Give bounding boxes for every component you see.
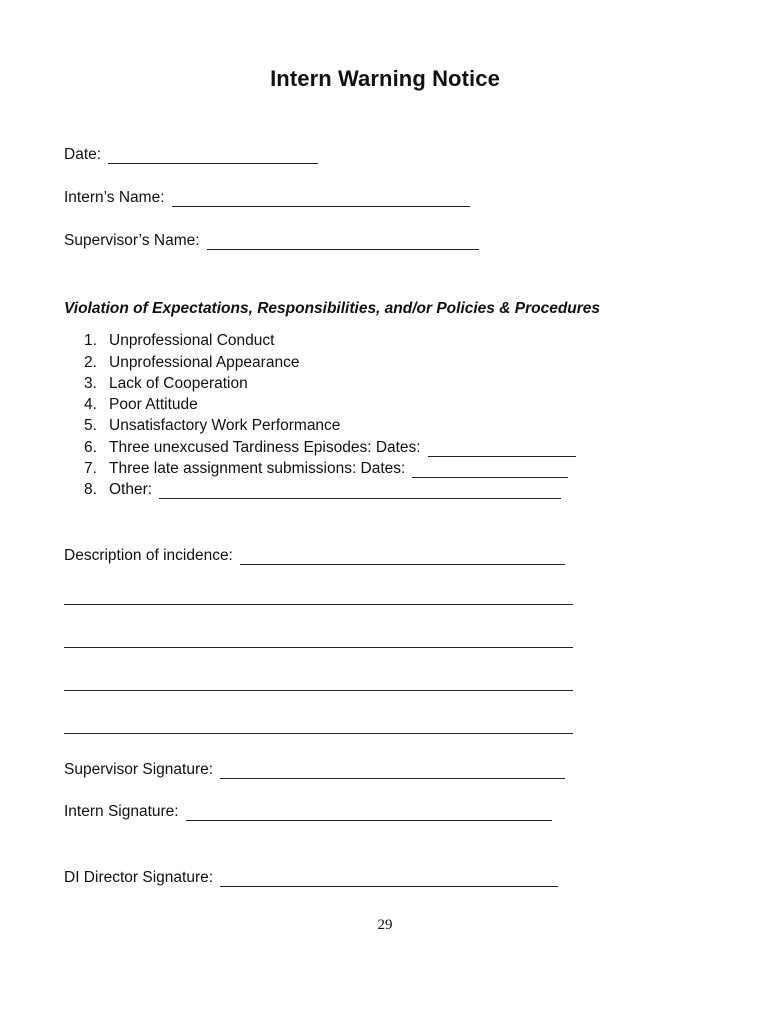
violation-item[interactable]	[84, 435, 576, 456]
list-number: 4.	[84, 396, 97, 414]
list-number: 6.	[84, 438, 97, 456]
date-field[interactable]	[108, 145, 318, 164]
description-field[interactable]	[240, 546, 565, 565]
description-line[interactable]	[64, 690, 573, 691]
intern-name-row	[64, 183, 470, 207]
late-submission-dates-field[interactable]	[412, 459, 568, 478]
violation-item[interactable]	[84, 414, 576, 435]
list-number: 7.	[84, 460, 97, 478]
violation-item[interactable]	[84, 478, 576, 499]
violation-item[interactable]	[84, 393, 576, 414]
description-line[interactable]	[64, 733, 573, 734]
description-line[interactable]	[64, 604, 573, 605]
description-row	[64, 541, 565, 565]
violation-item[interactable]	[84, 350, 576, 371]
violations-heading: Violation of Expectations, Responsibilities, and/or Policies & Procedures	[64, 300, 601, 317]
intern-signature-row	[64, 797, 552, 821]
date-row	[64, 140, 318, 164]
intern-signature-field[interactable]	[186, 802, 552, 821]
supervisor-signature-label: Supervisor Signature:	[64, 761, 214, 778]
supervisor-signature-field[interactable]	[220, 760, 565, 779]
violation-label: Unprofessional Appearance	[109, 353, 300, 371]
supervisor-name-label: Supervisor’s Name:	[64, 232, 200, 249]
list-number: 2.	[84, 353, 97, 371]
violation-label: Unsatisfactory Work Performance	[109, 417, 341, 435]
director-signature-row	[64, 863, 558, 887]
other-field[interactable]	[159, 480, 561, 499]
list-number: 3.	[84, 374, 97, 392]
violations-list	[84, 329, 576, 499]
violation-label: Other:	[109, 481, 153, 499]
violation-item[interactable]	[84, 457, 576, 478]
violation-label: Poor Attitude	[109, 396, 198, 414]
list-number: 1.	[84, 332, 97, 350]
violation-item[interactable]	[84, 372, 576, 393]
director-signature-field[interactable]	[220, 868, 558, 887]
list-number: 8.	[84, 481, 97, 499]
intern-name-label: Intern’s Name:	[64, 189, 165, 206]
page-title: Intern Warning Notice	[270, 66, 500, 91]
director-signature-label: DI Director Signature:	[64, 869, 214, 886]
violation-label: Three unexcused Tardiness Episodes: Dates:	[109, 438, 421, 456]
tardiness-dates-field[interactable]	[428, 438, 576, 457]
intern-signature-label: Intern Signature:	[64, 803, 179, 820]
supervisor-name-field[interactable]	[207, 231, 479, 250]
violation-label: Lack of Cooperation	[109, 374, 248, 392]
violation-label: Three late assignment submissions: Dates:	[109, 460, 406, 478]
intern-name-field[interactable]	[172, 188, 470, 207]
date-label: Date:	[64, 146, 102, 163]
violation-item[interactable]	[84, 329, 576, 350]
description-label: Description of incidence:	[64, 547, 233, 564]
list-number: 5.	[84, 417, 97, 435]
supervisor-name-row	[64, 226, 479, 250]
supervisor-signature-row	[64, 755, 565, 779]
description-line[interactable]	[64, 647, 573, 648]
page-number: 29	[377, 917, 393, 933]
violation-label: Unprofessional Conduct	[109, 332, 275, 350]
